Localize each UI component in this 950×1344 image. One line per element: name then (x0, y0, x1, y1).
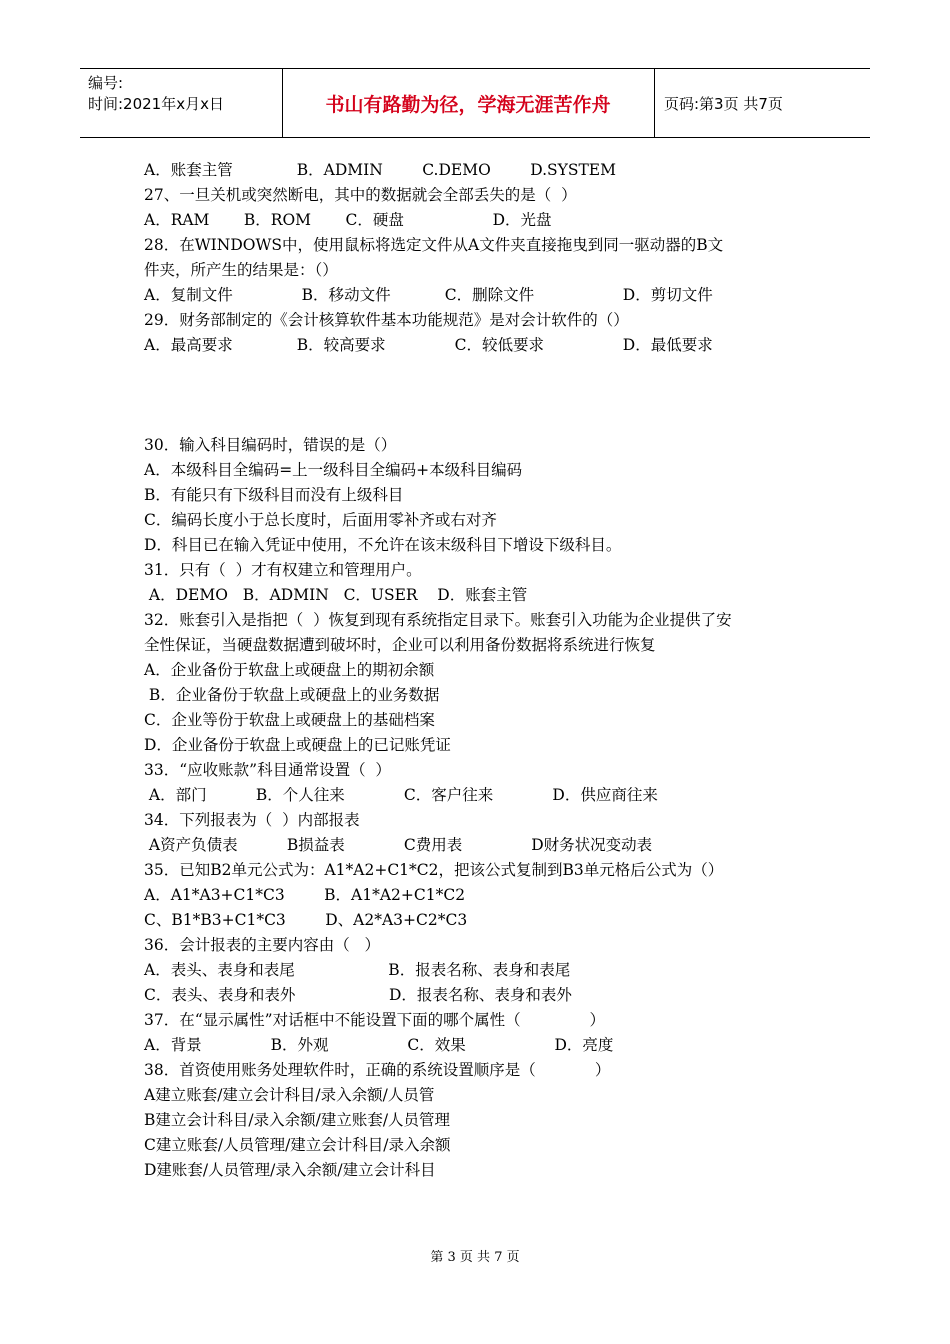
document-date-label: 时间:2021年x月x日 (88, 95, 224, 113)
text-line: C、B1*B3+C1*C3 D、A2*A3+C2*C3 (144, 911, 468, 929)
text-line: D建账套/人员管理/录入余额/建立会计科目 (144, 1161, 436, 1179)
text-line: A．最高要求 B．较高要求 C．较低要求 D．最低要求 (144, 336, 713, 354)
text-line: A．背景 B．外观 C．效果 D．亮度 (144, 1036, 614, 1054)
text-line: 32．账套引入是指把（ ）恢复到现有系统指定目录下。账套引入功能为企业提供了安 (144, 611, 732, 629)
text-line: C．企业等份于软盘上或硬盘上的基础档案 (144, 711, 435, 729)
text-line: 31．只有（ ）才有权建立和管理用户。 (144, 561, 422, 579)
text-line: A．企业备份于软盘上或硬盘上的期初余额 (144, 661, 435, 679)
text-line: A．本级科目全编码=上一级科目全编码+本级科目编码 (144, 461, 523, 479)
text-line: 34．下列报表为（ ）内部报表 (144, 811, 360, 829)
text-line: A建立账套/建立会计科目/录入余额/人员管 (144, 1086, 435, 1104)
text-line: A．部门 B．个人往来 C．客户往来 D．供应商往来 (144, 786, 658, 804)
text-line: A．DEMO B．ADMIN C．USER D．账套主管 (144, 586, 528, 604)
document-number-label: 编号: (88, 74, 124, 92)
text-line: D．科目已在输入凭证中使用，不允许在该末级科目下增设下级科目。 (144, 536, 622, 554)
header-motto: 书山有路勤为径，学海无涯苦作舟 (325, 93, 611, 116)
text-line: A．表头、表身和表尾 B．报表名称、表身和表尾 (144, 961, 571, 979)
text-line: A．复制文件 B．移动文件 C．删除文件 D．剪切文件 (144, 286, 713, 304)
text-line: B建立会计科目/录入余额/建立账套/人员管理 (144, 1111, 451, 1129)
text-line: 33．“应收账款”科目通常设置（ ） (144, 761, 391, 779)
text-line: C．编码长度小于总长度时，后面用零补齐或右对齐 (144, 511, 497, 529)
header-meta (88, 73, 224, 115)
text-line: A．A1*A3+C1*C3 B．A1*A2+C1*C2 (144, 886, 466, 904)
header-divider (654, 69, 655, 137)
text-line: C建立账套/人员管理/建立会计科目/录入余额 (144, 1136, 451, 1154)
text-line: 件夹，所产生的结果是：（） (144, 261, 338, 279)
text-line: B．有能只有下级科目而没有上级科目 (144, 486, 404, 504)
text-line: 38．首资使用账务处理软件时，正确的系统设置顺序是（ ） (144, 1061, 611, 1079)
text-line: 27、一旦关机或突然断电，其中的数据就会全部丢失的是（ ） (144, 186, 577, 204)
header-page-number: 页码:第3页 共7页 (664, 94, 783, 113)
text-line: 35．已知B2单元公式为：A1*A2+C1*C2，把该公式复制到B3单元格后公式为（） (144, 861, 724, 879)
page-header (80, 68, 870, 138)
text-line: B．企业备份于软盘上或硬盘上的业务数据 (144, 686, 440, 704)
text-line: 37．在“显示属性”对话框中不能设置下面的哪个属性（ ） (144, 1011, 606, 1029)
text-line: 28．在WINDOWS中，使用鼠标将选定文件从A文件夹直接拖曳到同一驱动器的B文 (144, 236, 724, 254)
text-line: A．RAM B．ROM C．硬盘 D．光盘 (144, 211, 552, 229)
text-line: 30．输入科目编码时，错误的是（） (144, 436, 397, 454)
text-line: 全性保证，当硬盘数据遭到破坏时，企业可以利用备份数据将系统进行恢复 (144, 636, 656, 654)
text-line: A．账套主管 B．ADMIN C.DEMO D.SYSTEM (144, 161, 616, 179)
text-line: 29．财务部制定的《会计核算软件基本功能规范》是对会计软件的（） (144, 311, 629, 329)
text-line: A资产负债表 B损益表 C费用表 D财务状况变动表 (144, 836, 653, 854)
page-footer: 第 3 页 共 7 页 (430, 1250, 520, 1265)
text-line: 36．会计报表的主要内容由（ ） (144, 936, 381, 954)
text-line: C．表头、表身和表外 D．报表名称、表身和表外 (144, 986, 572, 1004)
text-line: D．企业备份于软盘上或硬盘上的已记账凭证 (144, 736, 451, 754)
